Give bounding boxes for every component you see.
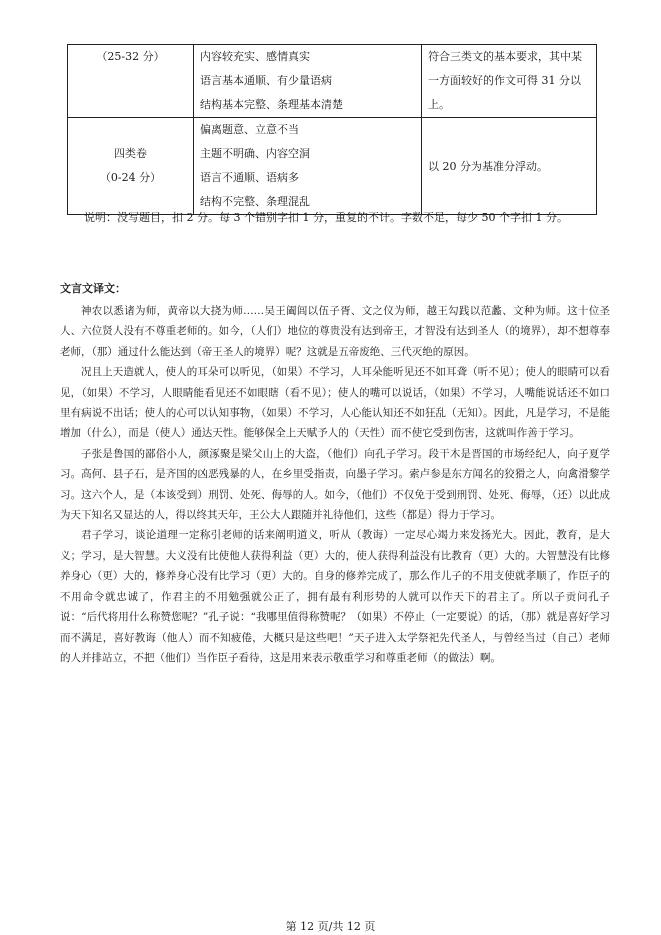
grade-label: （25-32 分）	[96, 50, 165, 63]
scoring-note: 以 20 分为基准分浮动。	[428, 160, 548, 173]
criteria-cell	[194, 118, 422, 215]
section-title: 文言文译文：	[60, 282, 126, 295]
table-row	[68, 45, 597, 118]
scoring-note-cell	[422, 45, 597, 118]
criteria-item: 语言不通顺、语病多	[200, 171, 299, 184]
page-footer: 第 12 页/共 12 页	[285, 920, 376, 933]
criteria-item: 结构不完整、条理混乱	[200, 195, 310, 208]
paragraph: 君子学习，谈论道理一定称引老师的话来阐明道义，听从（教诲）一定尽心竭力来发扬光大。因此，教育，是大义；学习，是大智慧。大义没有比使他人获得利益（更）大的，使人获得利益没有比教育（更）大的。大智慧没有比修养身心（更）大的，修养身心没有比学习（更）大的。自身的修养完成了，那么作儿子的不用支使就孝顺了，作臣子的不用命令就忠诚了，作君主的不用勉强就公正了，拥有最有利形势的人就可以作天下的君主了。所以子贡问孔子说：“后代将用什么称赞您呢？”孔子说：“我哪里值得称赞呢？（如果）不停止（一定要说）的话，（那）就是喜好学习而不满足，喜好教诲（他人）而不知疲倦，大概只是这些吧！”天子进入太学祭祀先代圣人，与曾经当过（自己）老师的人并排站立，不把（他们）当作臣子看待，这是用来表示敬重学习和尊重老师（的做法）啊。	[60, 529, 610, 664]
paragraph: 况且上天造就人，使人的耳朵可以听见，（如果）不学习，人耳朵能听见还不如耳聋（听不见）；使人的眼睛可以看见，（如果）不学习，人眼睛能看见还不如眼瞎（看不见）；使人的嘴可以说话，（如果）不学习，人嘴能说话还不如口里有病说不出话；使人的心可以认知事物，（如果）不学习，人心能认知还不如狂乱（无知）。因此，凡是学习，不是能增加（什么），而是（使人）通达天性。能够保全上天赋予人的（天性）而不使它受到伤害，这就叫作善于学习。	[60, 366, 610, 440]
scoring-note-cell	[422, 118, 597, 215]
grade-cell	[68, 118, 194, 215]
scoring-note: 符合三类文的基本要求，其中某一方面较好的作文可得 31 分以上。	[428, 50, 582, 111]
criteria-item: 结构基本完整、条理基本清楚	[200, 98, 343, 111]
criteria-item: 内容较充实、感情真实	[200, 50, 310, 63]
criteria-item: 主题不明确、内容空洞	[200, 147, 310, 160]
translation-body	[60, 301, 610, 668]
criteria-cell	[194, 45, 422, 118]
paragraph: 神农以悉诸为师，黄帝以大挠为师……吴王阖闾以伍子胥、文之仪为师，越王勾践以范蠡、文种为师。这十位圣人、六位贤人没有不尊重老师的。如今，（人们）地位的尊贵没有达到帝王，才智没有达到圣人（的境界），却不想尊奉老师，（那）通过什么能达到（帝王圣人的境界）呢？这就是五帝废绝、三代灭绝的原因。	[60, 305, 610, 358]
grade-label: 四类卷	[114, 147, 147, 160]
grading-note: 说明：没写题目，扣 2 分。每 3 个错别字扣 1 分，重复的不计。字数不足，每少 50 个字扣 1 分。	[84, 211, 568, 224]
paragraph: 子张是鲁国的鄙俗小人，颜涿聚是梁父山上的大盗，（他们）向孔子学习。段干木是晋国的市场经纪人，向子夏学习。高何、县子石，是齐国的凶恶残暴的人，在乡里受指责，向墨子学习。索卢参是东方闻名的狡猾之人，向禽滑黎学习。这六个人，是（本该受到）刑罚、处死、侮辱的人。如今，（他们）不仅免于受到刑罚、处死、侮辱，（还）以此成为天下知名又显达的人，得以终其天年，王公大人跟随并礼待他们，这些（都是）得力于学习。	[60, 447, 610, 522]
grade-cell	[68, 45, 194, 118]
table-row	[68, 118, 597, 215]
criteria-item: 偏离题意、立意不当	[200, 123, 299, 136]
grading-table	[67, 44, 597, 215]
criteria-item: 语言基本通顺、有少量语病	[200, 74, 332, 87]
grade-range: （0-24 分）	[99, 171, 162, 184]
